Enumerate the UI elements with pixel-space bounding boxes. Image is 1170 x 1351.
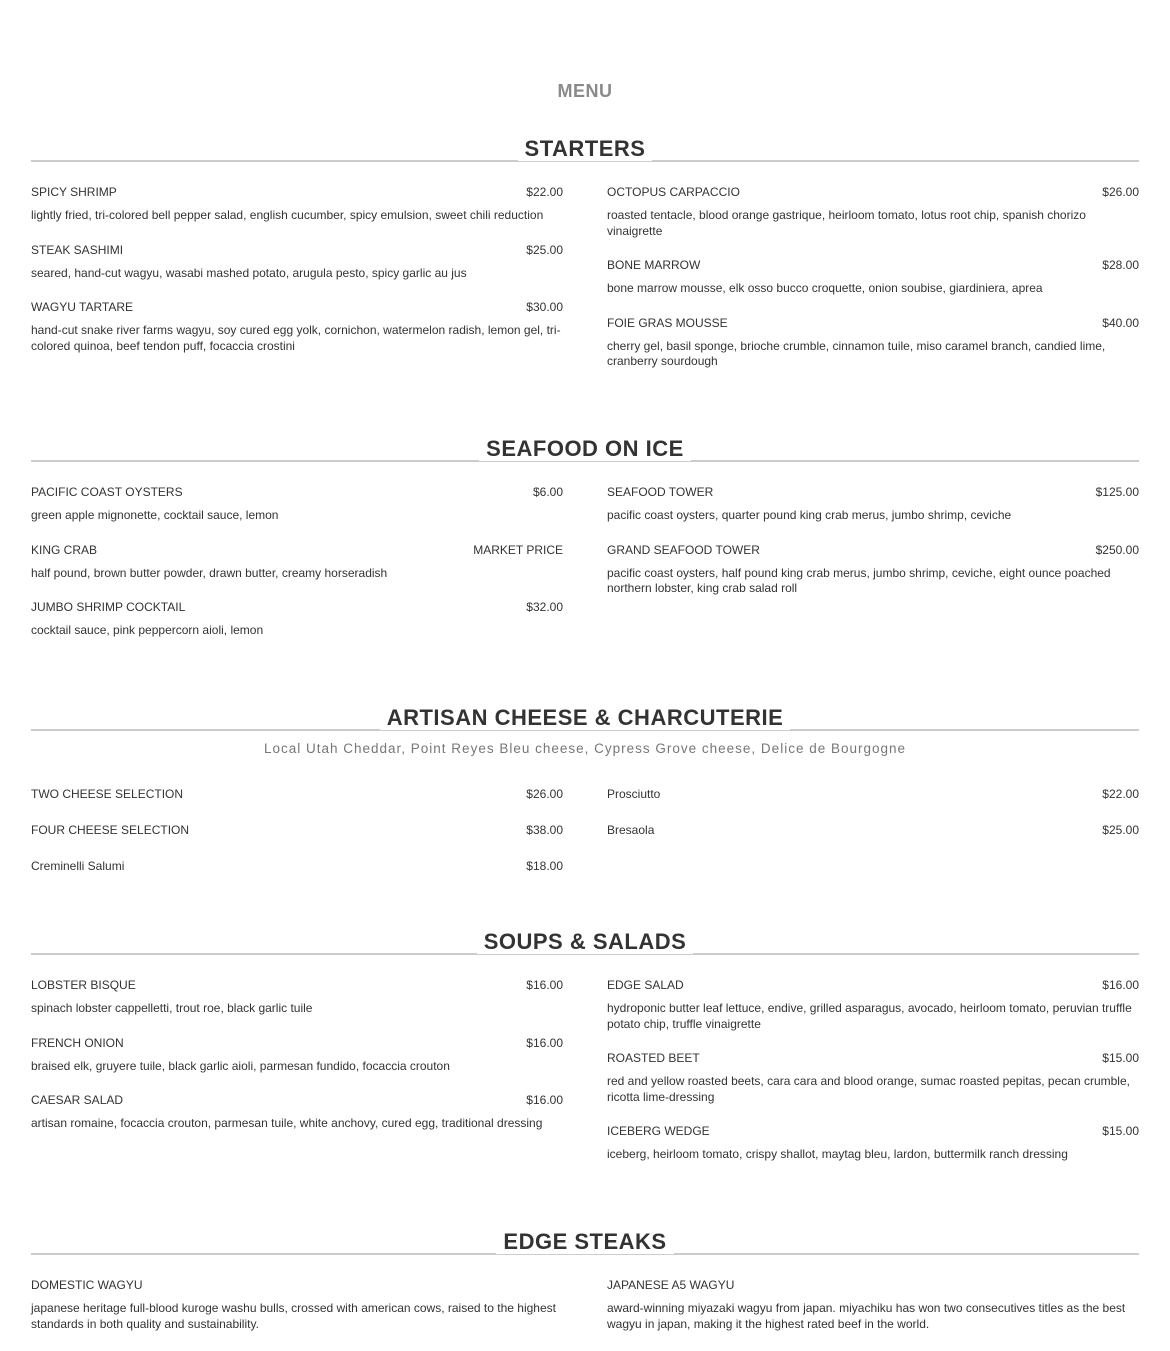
- section-title-wrap: [31, 707, 1139, 729]
- page-title: MENU: [557, 81, 613, 101]
- menu-item-price: $6.00: [532, 485, 563, 499]
- menu-item-description: artisan romaine, focaccia crouton, parmesan tuile, white anchovy, cured egg, traditional dressing: [31, 1116, 543, 1130]
- menu-item-header: [31, 978, 563, 993]
- menu-item-name: CAESAR SALAD: [31, 1093, 124, 1107]
- menu-item-description: pacific coast oysters, quarter pound king crab merus, jumbo shrimp, ceviche: [607, 508, 1012, 522]
- menu-item-name: ROASTED BEET: [607, 1051, 700, 1065]
- menu-item: [607, 1051, 1139, 1105]
- menu-item: [607, 543, 1139, 597]
- menu-item-name: JAPANESE A5 WAGYU: [607, 1278, 735, 1292]
- section-header: [31, 436, 1139, 473]
- menu-item-header: [607, 316, 1139, 331]
- menu-item-header: [607, 787, 1139, 802]
- menu-item-header: [607, 823, 1139, 838]
- menu-item-price: $32.00: [526, 600, 563, 614]
- menu-item-name: PACIFIC COAST OYSTERS: [31, 485, 183, 499]
- section-header: [31, 1229, 1139, 1266]
- menu-item-header: [31, 1093, 563, 1108]
- menu-item-price: $25.00: [1102, 823, 1139, 837]
- menu-item-description: roasted tentacle, blood orange gastrique, heirloom tomato, lotus root chip, spanish chorizo vinaigrette: [607, 208, 1086, 238]
- section-edge-steaks: [31, 1229, 1139, 1351]
- section-title-wrap: [31, 138, 1139, 160]
- menu-item: [607, 316, 1139, 370]
- menu-item-price: $26.00: [526, 787, 563, 801]
- menu-item-description: iceberg, heirloom tomato, crispy shallot, maytag bleu, lardon, buttermilk ranch dressing: [607, 1147, 1068, 1161]
- menu-item-name: GRAND SEAFOOD TOWER: [607, 542, 760, 557]
- menu-item: [31, 243, 563, 282]
- section-title-wrap: [31, 438, 1139, 460]
- menu-item-description: japanese heritage full-blood kuroge washu bulls, crossed with american cows, raised to the highest standards in both quality and sustainability.: [31, 1301, 556, 1331]
- menu-item-name: WAGYU TARTARE: [31, 300, 134, 314]
- menu-item-name: FRENCH ONION: [31, 1035, 124, 1050]
- menu-item-price: $38.00: [526, 823, 563, 837]
- menu-item-description: bone marrow mousse, elk osso bucco croquette, onion soubise, giardiniera, aprea: [607, 281, 1043, 295]
- menu-item-description: green apple mignonette, cocktail sauce, lemon: [31, 508, 279, 522]
- menu-item-header: [31, 300, 563, 315]
- section-subtitle: Local Utah Cheddar, Point Reyes Bleu cheese, Cypress Grove cheese, Delice de Bourgogne: [263, 741, 907, 756]
- menu-item-price: $22.00: [526, 185, 563, 199]
- menu-item: [31, 1093, 563, 1132]
- menu-column-right: [607, 485, 1139, 658]
- menu-item-description: half pound, brown butter powder, drawn butter, creamy horseradish: [31, 565, 388, 580]
- menu-item: [31, 823, 563, 838]
- menu-item: [31, 485, 563, 524]
- menu-item-header: [607, 185, 1139, 200]
- menu-item-header: [31, 787, 563, 802]
- menu-item-price: $15.00: [1102, 1051, 1139, 1065]
- section-columns: [31, 978, 1139, 1182]
- menu-item-description: cocktail sauce, pink peppercorn aioli, lemon: [31, 623, 264, 637]
- section-header: [31, 705, 1139, 742]
- section-title-wrap: [31, 1231, 1139, 1253]
- menu-item-price: $15.00: [1102, 1124, 1139, 1138]
- menu-item-description: cherry gel, basil sponge, brioche crumble, cinnamon tuile, miso caramel branch, candied lime, cranberry sourdough: [607, 338, 1106, 368]
- menu-item-header: [607, 1278, 1139, 1293]
- menu-item-header: [607, 543, 1139, 558]
- menu-item-price: $250.00: [1095, 542, 1139, 557]
- menu-item: [31, 543, 563, 582]
- menu-item: [31, 978, 563, 1017]
- menu-item-price: $16.00: [526, 978, 563, 992]
- menu-item: [607, 185, 1139, 239]
- menu-item-header: [31, 185, 563, 200]
- menu-item-price: $30.00: [526, 300, 563, 314]
- menu-item-header: [31, 600, 563, 615]
- menu-item-description: award-winning miyazaki wagyu from japan. miyachiku has won two consecutives titles as the best wagyu in japan, making it the highest rated beef in the world.: [607, 1301, 1126, 1331]
- menu-item-price: MARKET PRICE: [473, 542, 563, 557]
- menu-item-header: [31, 823, 563, 838]
- menu-item-name: JUMBO SHRIMP COCKTAIL: [31, 600, 186, 614]
- menu-item: [607, 823, 1139, 838]
- menu-item-header: [607, 258, 1139, 273]
- section-title: SOUPS & SALADS: [477, 929, 694, 954]
- menu-item-name: Prosciutto: [607, 787, 661, 801]
- menu-item-header: [31, 243, 563, 258]
- menu-item: [607, 1278, 1139, 1332]
- menu-item-price: $18.00: [526, 859, 563, 873]
- section-title: ARTISAN CHEESE & CHARCUTERIE: [380, 705, 791, 730]
- menu-column-right: [607, 978, 1139, 1182]
- menu-item: [31, 1278, 563, 1332]
- menu-column-right: [607, 1278, 1139, 1351]
- menu-column-right: [607, 787, 1139, 895]
- menu-item-price: $25.00: [526, 242, 563, 257]
- menu-item-header: [31, 1278, 563, 1293]
- menu-item-name: KING CRAB: [31, 542, 98, 557]
- section-header: [31, 136, 1139, 173]
- menu-item-name: STEAK SASHIMI: [31, 242, 124, 257]
- menu-item-header: [31, 543, 563, 558]
- section-columns: [31, 787, 1139, 895]
- menu-item-name: SEAFOOD TOWER: [607, 485, 714, 499]
- menu-item-price: $28.00: [1102, 258, 1139, 272]
- menu-item: [607, 258, 1139, 297]
- section-header: [31, 929, 1139, 966]
- menu-item: [31, 300, 563, 354]
- section-seafood-on-ice: [31, 436, 1139, 658]
- menu-item-description: spinach lobster cappelletti, trout roe, black garlic tuile: [31, 1001, 313, 1015]
- menu-column-left: [31, 787, 563, 895]
- menu-item-header: [607, 1051, 1139, 1066]
- section-artisan-cheese-charcuterie: [31, 705, 1139, 895]
- menu-item-price: $16.00: [526, 1093, 563, 1107]
- menu-item-name: FOIE GRAS MOUSSE: [607, 315, 728, 330]
- menu-item-price: $26.00: [1102, 185, 1139, 199]
- menu-item-header: [31, 1036, 563, 1051]
- menu-item-name: TWO CHEESE SELECTION: [31, 787, 184, 801]
- menu-item-header: [31, 859, 563, 874]
- menu-item: [607, 1124, 1139, 1163]
- menu-item-price: $40.00: [1102, 315, 1139, 330]
- menu-item-description: seared, hand-cut wagyu, wasabi mashed potato, arugula pesto, spicy garlic au jus: [31, 265, 467, 280]
- menu-item: [607, 978, 1139, 1032]
- menu-item-name: FOUR CHEESE SELECTION: [31, 823, 190, 837]
- menu-item: [607, 485, 1139, 524]
- section-columns: [31, 1278, 1139, 1351]
- section-columns: [31, 185, 1139, 389]
- menu-item-name: OCTOPUS CARPACCIO: [607, 185, 740, 199]
- menu-column-left: [31, 485, 563, 658]
- section-title: EDGE STEAKS: [496, 1229, 673, 1254]
- menu-item-description: pacific coast oysters, half pound king crab merus, jumbo shrimp, ceviche, eight ounce poached northern lobster, king crab salad roll: [607, 565, 1111, 595]
- section-title: STARTERS: [518, 136, 653, 161]
- menu-item-price: $16.00: [526, 1035, 563, 1050]
- menu-item-name: EDGE SALAD: [607, 978, 684, 992]
- menu-item-header: [607, 978, 1139, 993]
- menu-column-left: [31, 978, 563, 1182]
- menu-item-description: lightly fried, tri-colored bell pepper salad, english cucumber, spicy emulsion, sweet chili reduction: [31, 208, 544, 222]
- menu-column-left: [31, 185, 563, 389]
- menu-item-description: hand-cut snake river farms wagyu, soy cured egg yolk, cornichon, watermelon radish, lemon gel, tri-colored quinoa, beef tendon puff, focaccia crostini: [31, 323, 561, 353]
- menu-item-header: [607, 1124, 1139, 1139]
- section-title: SEAFOOD ON ICE: [479, 436, 691, 461]
- menu-item-name: ICEBERG WEDGE: [607, 1124, 710, 1138]
- menu-item-name: BONE MARROW: [607, 258, 701, 272]
- menu-item-description: hydroponic butter leaf lettuce, endive, grilled asparagus, avocado, heirloom tomato, peruvian truffle potato chip, truffle vinaigrette: [607, 1001, 1132, 1031]
- menu-item-header: [31, 485, 563, 500]
- menu-item: [31, 185, 563, 224]
- section-title-wrap: [31, 931, 1139, 953]
- menu-item-name: Bresaola: [607, 823, 655, 837]
- menu-item-description: red and yellow roasted beets, cara cara and blood orange, sumac roasted pepitas, pecan crumble, ricotta lime-dressing: [607, 1074, 1130, 1104]
- menu-item-header: [607, 485, 1139, 500]
- menu-item-name: LOBSTER BISQUE: [31, 978, 136, 992]
- menu-item-price: $16.00: [1102, 978, 1139, 992]
- menu-column-right: [607, 185, 1139, 389]
- menu-item-name: Creminelli Salumi: [31, 859, 125, 873]
- menu-item: [31, 859, 563, 874]
- section-soups-salads: [31, 929, 1139, 1182]
- menu-column-left: [31, 1278, 563, 1351]
- menu-item: [31, 600, 563, 639]
- menu-item-name: DOMESTIC WAGYU: [31, 1278, 143, 1292]
- menu-item-price: $22.00: [1102, 787, 1139, 801]
- section-starters: [31, 136, 1139, 389]
- menu-item: [607, 787, 1139, 802]
- menu-item-name: SPICY SHRIMP: [31, 185, 117, 199]
- menu-item: [31, 787, 563, 802]
- section-columns: [31, 485, 1139, 658]
- menu-item-price: $125.00: [1095, 485, 1139, 499]
- menu-item-description: braised elk, gruyere tuile, black garlic aioli, parmesan fundido, focaccia crouton: [31, 1058, 450, 1073]
- menu-item: [31, 1036, 563, 1075]
